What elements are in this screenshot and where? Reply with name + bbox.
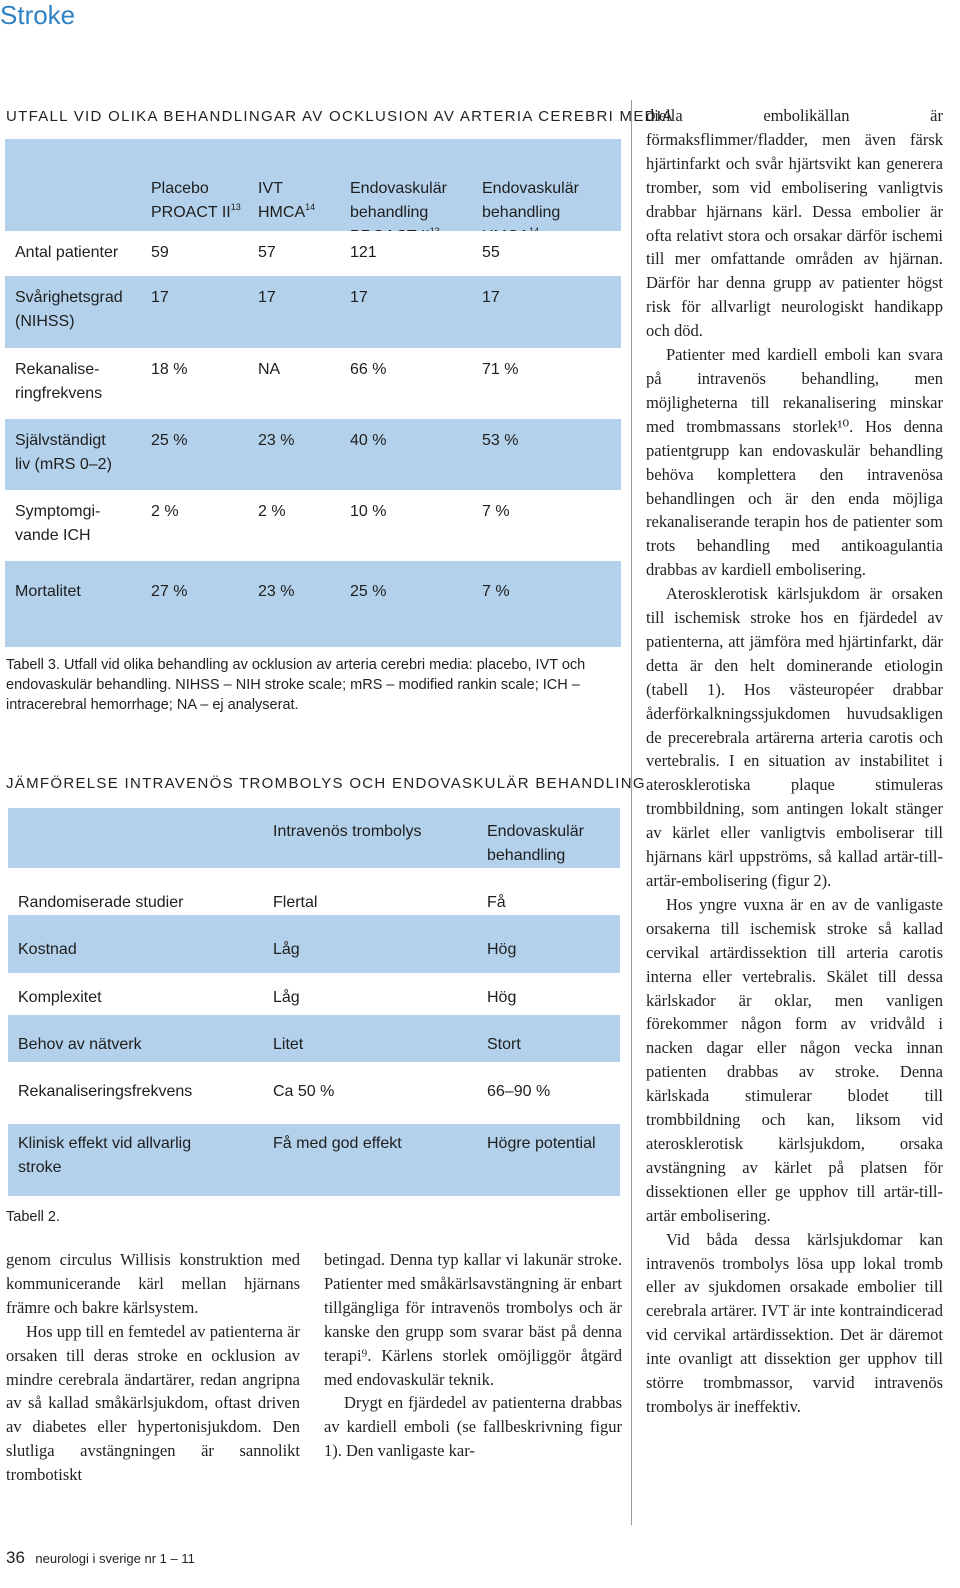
paragraph: Hos upp till en femtedel av patienterna är orsaken till deras stroke en ocklusion av mindre cerebrala ändartärer, redan angripna av så kallad småkärlsjukdom, oftast driven av diabetes eller hypertonisjukdom. Den slutliga avstängningen är sannolikt trombotiskt bbox=[6, 1321, 300, 1485]
body-column-2 bbox=[324, 1248, 622, 1463]
t1-col-header-3: Endovaskulär behandling bbox=[350, 180, 447, 221]
paragraph: Drygt en fjärdedel av patienterna drabbas av kardiell emboli (se fallbeskrivning figur 1). Den vanligaste kar- bbox=[324, 1393, 622, 1461]
t2-cell: Hög bbox=[487, 989, 517, 1006]
t1-row bbox=[5, 561, 621, 647]
t1-row-label: Rekanalise- ringfrekvens bbox=[15, 361, 103, 402]
t1-cell: 53 % bbox=[482, 432, 519, 449]
t2-row bbox=[8, 915, 620, 973]
t1-cell: 2 % bbox=[151, 503, 179, 520]
t1-cell: 17 bbox=[151, 289, 169, 306]
t2-cell: Stort bbox=[487, 1036, 521, 1053]
t2-cell: Högre potential bbox=[487, 1135, 596, 1152]
table1-heading: UTFALL VID OLIKA BEHANDLINGAR AV OCKLUSION AV ARTERIA CEREBRI MEDIA bbox=[6, 108, 674, 125]
t1-cell: 23 % bbox=[258, 583, 295, 600]
t1-row-label: Självständigt liv (mRS 0–2) bbox=[15, 432, 112, 473]
t2-row bbox=[8, 1015, 620, 1062]
t2-row bbox=[8, 973, 620, 1015]
body-column-1 bbox=[6, 1248, 300, 1487]
t2-cell: Låg bbox=[273, 989, 300, 1006]
t1-row bbox=[5, 231, 621, 276]
t1-row bbox=[5, 490, 621, 561]
t1-row-label: Mortalitet bbox=[15, 583, 81, 600]
t1-cell: 55 bbox=[482, 244, 500, 261]
t2-cell: Låg bbox=[273, 941, 300, 958]
page-footer bbox=[6, 1548, 195, 1568]
t1-cell: 57 bbox=[258, 244, 276, 261]
paragraph: Hos yngre vuxna är en av de vanligaste orsakerna till ischemisk stroke så kallad cervikal artärdissektion till arteria carotis interna eller vertebralis. Skälet till dessa kärlskador är oklar, men vanligen förekommer någon form av vridvåld i nacken dagar eller någon vecka innan patienten drabbas av stroke. Denna kärlskada stimulerar blodet till trombbildning och kan, liksom vid aterosklerotisk kärlsjukdom, orsaka avstängning av kärlet på platsen för dissektionen eller ge upphov till artär-till-artär embolisering. bbox=[646, 894, 943, 1225]
t1-row bbox=[5, 419, 621, 490]
t2-row bbox=[8, 1062, 620, 1124]
t1-col-header-4: Endovaskulär behandling bbox=[482, 180, 579, 221]
t1-row-label: Antal patienter bbox=[15, 244, 119, 261]
t1-cell: 71 % bbox=[482, 361, 519, 378]
table2-heading: JÄMFÖRELSE INTRAVENÖS TROMBOLYS OCH ENDOVASKULÄR BEHANDLING bbox=[6, 775, 646, 792]
t1-col-header-2: IVT HMCA$^{14}$ bbox=[258, 180, 316, 221]
table1 bbox=[5, 139, 621, 647]
t1-cell: 18 % bbox=[151, 361, 188, 378]
t1-cell: 27 % bbox=[151, 583, 188, 600]
journal-name: neurologi i sverige nr 1 – 11 bbox=[35, 1551, 195, 1566]
t1-cell: 17 bbox=[258, 289, 276, 306]
t2-row-label: Randomiserade studier bbox=[18, 894, 184, 911]
table1-caption: Tabell 3. Utfall vid olika behandling av ocklusion av arteria cerebri media: placebo, IVT och endovaskulär behandling. NIHSS – NIH stroke scale; mRS – modified rankin scale; ICH – intracerebral hemorrhage; NA – ej analyserat. bbox=[6, 657, 586, 713]
t1-cell: 59 bbox=[151, 244, 169, 261]
t1-cell: 25 % bbox=[350, 583, 387, 600]
t2-cell: Litet bbox=[273, 1036, 304, 1053]
t1-cell: 40 % bbox=[350, 432, 387, 449]
t1-cell: 121 bbox=[350, 244, 377, 261]
t1-cell: 2 % bbox=[258, 503, 286, 520]
column-divider bbox=[631, 100, 632, 1525]
t2-row-label: Rekanaliseringsfrekvens bbox=[18, 1083, 193, 1100]
t1-cell: 10 % bbox=[350, 503, 387, 520]
t1-cell: 17 bbox=[350, 289, 368, 306]
t2-row-label: Kostnad bbox=[18, 941, 77, 958]
t1-row bbox=[5, 276, 621, 348]
paragraph: genom circulus Willisis konstruktion med kommunicerande kärl mellan hjärnans främre och bakre kärlsystem. bbox=[6, 1250, 300, 1317]
paragraph: Aterosklerotisk kärlsjukdom är orsaken till ischemisk stroke hos en fjärdedel av patienterna, att jämföra med hjärtinfarkt, där detta är den helt dominerande etiologin (tabell 1). Hos västeuropéer drabbar åderförkalkningssjukdomen huvudsakligen de precerebrala artärerna arteria carotis och vertebralis. I en situation av instabilitet i aterosklerotiska plaque stimuleras trombbildning, som antingen lokalt stänger av kärlet eller vanligtvis emboliserar till hjärnans kärl uppströms, så kallad artär-till-artär-embolisering (figur 2). bbox=[646, 584, 943, 890]
t1-cell: 7 % bbox=[482, 503, 510, 520]
t2-row bbox=[8, 868, 620, 915]
t2-cell: Hög bbox=[487, 941, 517, 958]
t2-cell: Flertal bbox=[273, 894, 318, 911]
t1-col-header-1: Placebo PROACT II$^{13}$ bbox=[151, 180, 241, 221]
t2-col-header-2: Endovaskulär behandling bbox=[487, 823, 584, 864]
t2-row-label: Klinisk effekt vid allvarlig stroke bbox=[18, 1135, 192, 1176]
t1-row bbox=[5, 348, 621, 419]
t1-cell: NA bbox=[258, 361, 281, 378]
table2-caption: Tabell 2. bbox=[6, 1209, 61, 1225]
t1-cell: 23 % bbox=[258, 432, 295, 449]
paragraph: betingad. Denna typ kallar vi lakunär stroke. Patienter med småkärlsavstängning är enbart tillgängliga för intravenös trombolys och är kanske den grupp som svarar bäst på denna terapi⁹. Kärlens storlek omöjliggör åtgärd med endovaskulär teknik. bbox=[324, 1250, 622, 1389]
paragraph: Vid båda dessa kärlsjukdomar kan intravenös trombolys lösa upp lokal tromb eller av sjukdomen orsakade embolier till cerebrala artärer. IVT är inte kontraindicerad vid cervikal artärdissektion. Det är däremot inte ovanligt att dissektion ger upphov till större trombmassor, varvid intravenös trombolys är ineffektiv. bbox=[646, 1229, 943, 1416]
t2-cell: Få bbox=[487, 894, 506, 911]
t1-cell: 25 % bbox=[151, 432, 188, 449]
t1-cell: 66 % bbox=[350, 361, 387, 378]
t2-row-label: Behov av nätverk bbox=[18, 1036, 142, 1053]
t1-row-label: Svårighetsgrad (NIHSS) bbox=[15, 289, 123, 330]
body-column-3 bbox=[646, 104, 943, 1419]
paragraph: Patienter med kardiell emboli kan svara på intravenös behandling, men möjligheterna till rekanalisering minskar med trombmassans storlek¹⁰. Hos denna patientgrupp kan endovaskulär behandling behöva komplettera den intravenösa behandlingen och är den enda möjliga rekanaliserande terapin hos de patienter som trots behandling med antikoagulantia drabbas av kardiell embolisering. bbox=[646, 345, 943, 580]
t2-cell: Få med god effekt bbox=[273, 1135, 402, 1152]
t1-row-label: Symptomgi- vande ICH bbox=[15, 503, 101, 544]
t1-cell: 17 bbox=[482, 289, 500, 306]
page-number: 36 bbox=[6, 1548, 25, 1567]
t2-row bbox=[8, 1124, 620, 1196]
t2-row-label: Komplexitet bbox=[18, 989, 102, 1006]
t2-cell: Ca 50 % bbox=[273, 1083, 335, 1100]
t2-cell: 66–90 % bbox=[487, 1083, 551, 1100]
t1-cell: 7 % bbox=[482, 583, 510, 600]
section-tag: Stroke bbox=[0, 0, 76, 30]
paragraph: diella embolikällan är förmaksflimmer/fladder, men även färsk hjärtinfarkt och svår hjärtsvikt kan generera tromber, som vid embolisering vanligtvis drabbar hjärnans kärl. Dessa embolier är ofta relativt stora och orsakar därför ischemi till mer omfattande områden av hjärnan. Därför har denna grupp av patienter högst risk för allvarligt neurologiskt handikapp och död. bbox=[646, 106, 943, 341]
t2-col-header-1: Intravenös trombolys bbox=[273, 823, 422, 840]
table2 bbox=[8, 808, 620, 1196]
